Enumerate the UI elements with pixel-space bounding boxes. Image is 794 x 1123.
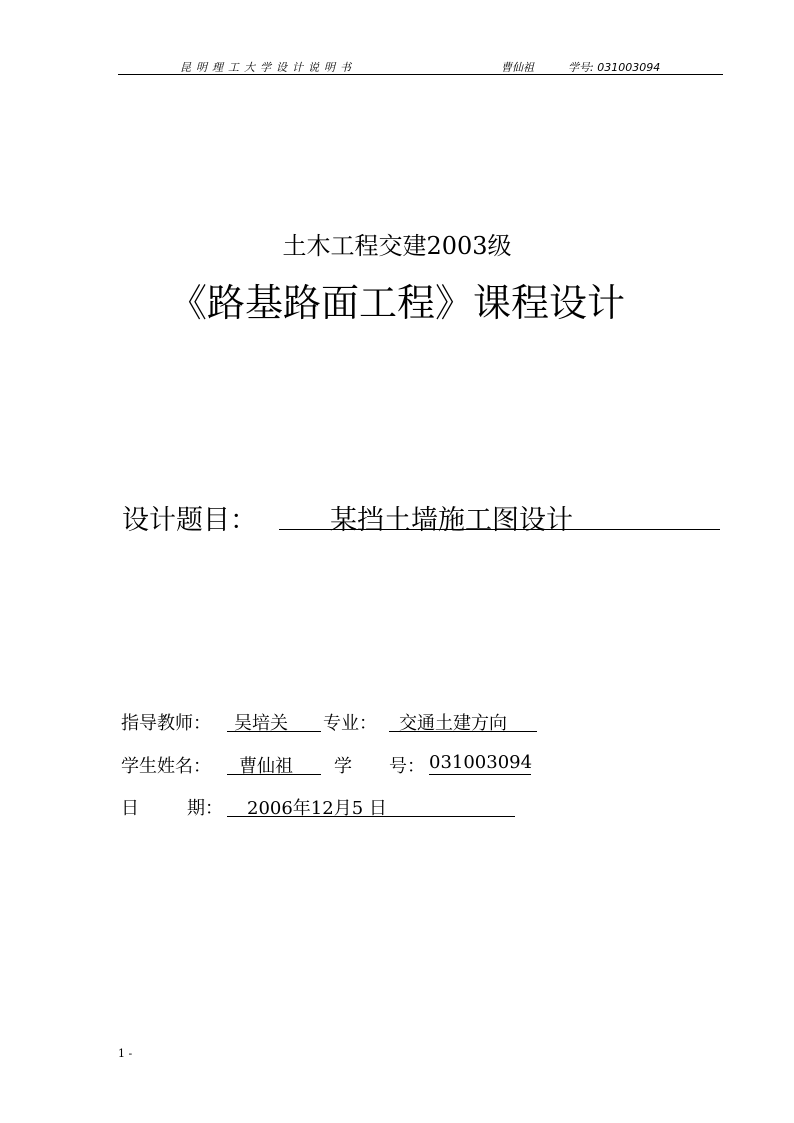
- cover-subtitle: 土木工程交建2003级: [282, 232, 512, 260]
- sid-label-1: 学: [334, 756, 352, 777]
- sid-label-2: 号：: [389, 756, 425, 777]
- advisor-value: 吴培关: [234, 713, 288, 734]
- topic-row: [122, 498, 722, 536]
- header-school: 昆明理工大学设计说明书: [180, 61, 356, 74]
- major-value: 交通土建方向: [399, 713, 507, 734]
- date-label-2: 期：: [187, 798, 223, 819]
- page-header: [118, 58, 723, 75]
- topic-label: 设计题目：: [122, 505, 257, 536]
- topic-value: 某挡土墙施工图设计: [330, 505, 573, 536]
- cover-title: 《路基路面工程》课程设计: [168, 281, 625, 325]
- student-label: 学生姓名：: [121, 756, 211, 777]
- advisor-label: 指导教师：: [121, 713, 211, 734]
- header-name: 曹仙祖: [501, 61, 534, 74]
- advisor-row: [121, 709, 721, 735]
- page-number: 1 -: [118, 1047, 133, 1060]
- date-row: [121, 794, 721, 820]
- major-label: 专业：: [323, 713, 377, 734]
- date-label-1: 日: [121, 798, 139, 819]
- header-student-id-label: 学号:: [568, 61, 594, 74]
- student-value: 曹仙祖: [239, 756, 293, 777]
- header-student-id-value: 031003094: [597, 61, 661, 74]
- header-student-id: [568, 59, 660, 75]
- sid-value: 031003094: [429, 752, 533, 773]
- date-value: 2006年12月5 日: [247, 798, 387, 819]
- student-row: [121, 752, 721, 778]
